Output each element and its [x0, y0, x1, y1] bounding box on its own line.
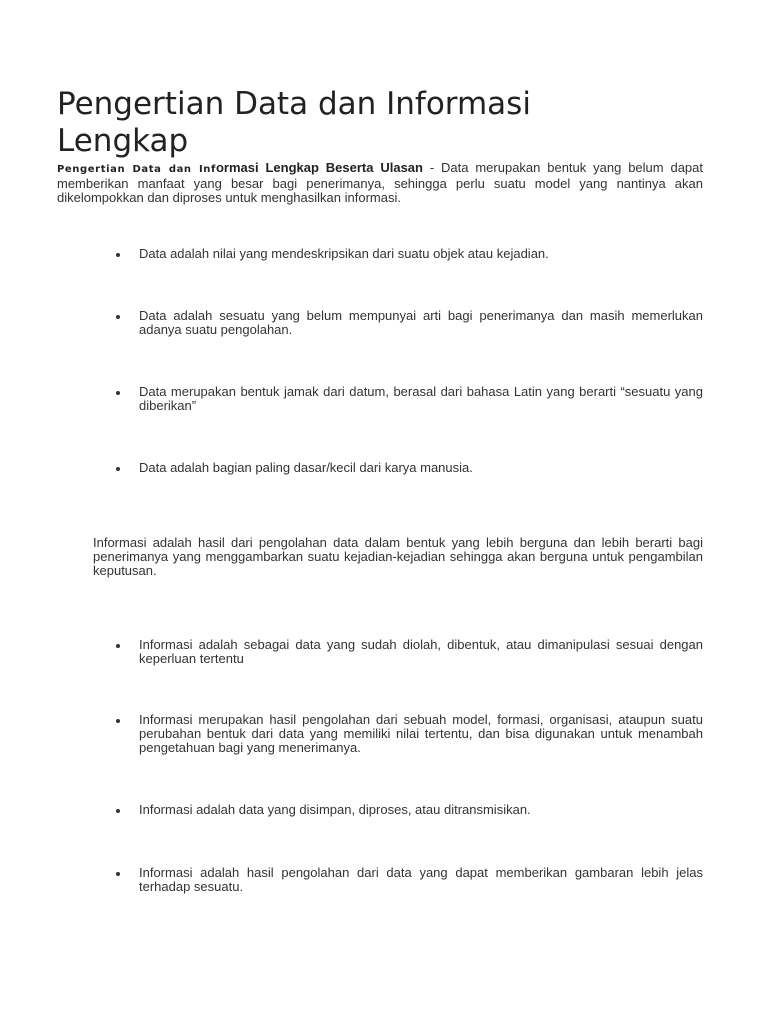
bullet-icon [116, 872, 120, 876]
page-title: Pengertian Data dan Informasi Lengkap [57, 86, 531, 159]
bullet-icon [116, 253, 120, 257]
intro-paragraph [57, 161, 703, 205]
list-item-text: Data adalah nilai yang mendeskripsikan dari suatu objek atau kejadian. [139, 246, 549, 261]
list-item-text: Data merupakan bentuk jamak dari datum, berasal dari bahasa Latin yang berarti “sesuatu yang diberikan” [139, 384, 703, 413]
bullet-icon [116, 391, 120, 395]
list-item [139, 385, 703, 413]
list-item-text: Informasi adalah data yang disimpan, diproses, atau ditransmisikan. [139, 802, 531, 817]
bullet-icon [116, 315, 120, 319]
list-item-text: Data adalah sesuatu yang belum mempunyai arti bagi penerimanya dan masih memerlukan adanya suatu pengolahan. [139, 308, 703, 337]
bullet-icon [116, 467, 120, 471]
list-item-text: Informasi adalah sebagai data yang sudah diolah, dibentuk, atau dimanipulasi sesuai dengan keperluan tertentu [139, 637, 703, 666]
intro-lead-bold: ormasi Lengkap Beserta Ulasan [215, 160, 423, 175]
intro-body: - Data merupakan bentuk yang belum dapat memberikan manfaat yang besar bagi penerimanya, sehingga perlu suatu model yang nantinya akan dikelompokkan dan diproses untuk menghasilkan informasi. [57, 160, 703, 205]
list-item [139, 461, 703, 475]
list-item [139, 713, 703, 755]
informasi-paragraph: Informasi adalah hasil dari pengolahan data dalam bentuk yang lebih berguna dan lebih berarti bagi penerimanya yang menggambarkan suatu kejadian-kejadian sehingga akan berguna untuk pengambilan keputusan. [93, 535, 703, 578]
list-item [139, 638, 703, 666]
list-item [139, 309, 703, 337]
intro-lead-small: Pengertian Data dan Inf [57, 164, 216, 175]
list-item-text: Informasi merupakan hasil pengolahan dari sebuah model, formasi, organisasi, ataupun suatu perubahan bentuk dari data yang memiliki nilai tertentu, dan bisa digunakan untuk menambah pengetahuan bagi yang menerimanya. [139, 712, 703, 755]
list-item [139, 866, 703, 894]
list-item [139, 247, 703, 261]
bullet-icon [116, 719, 120, 723]
list-item-text: Informasi adalah hasil pengolahan dari data yang dapat memberikan gambaran lebih jelas terhadap sesuatu. [139, 865, 703, 894]
list-item [139, 803, 703, 817]
list-item-text: Data adalah bagian paling dasar/kecil dari karya manusia. [139, 460, 473, 475]
bullet-icon [116, 809, 120, 813]
bullet-icon [116, 644, 120, 648]
